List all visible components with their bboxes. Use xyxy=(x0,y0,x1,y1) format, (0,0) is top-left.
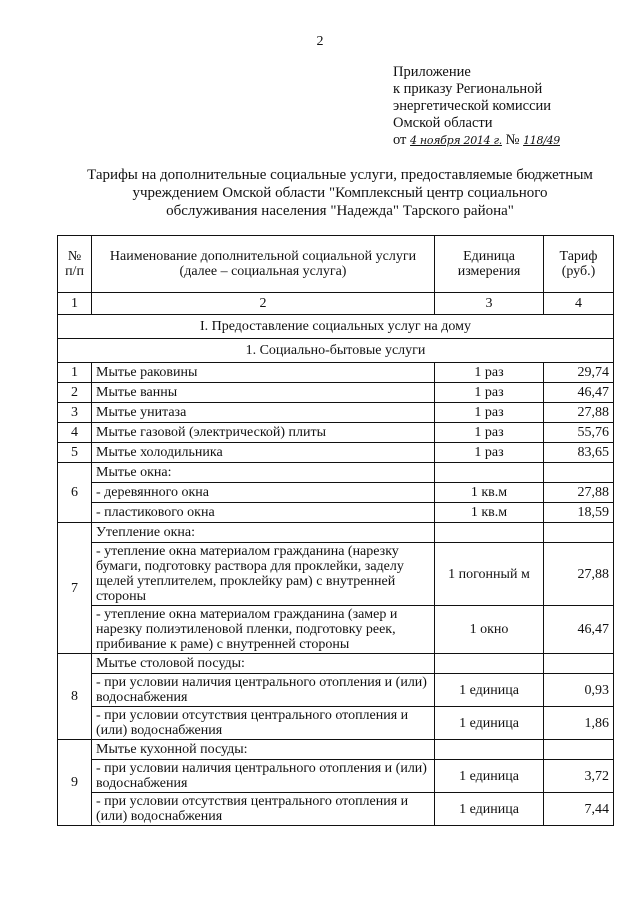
table-row xyxy=(58,523,614,543)
title-line: обслуживания населения "Надежда" Тарского района" xyxy=(166,203,514,219)
row-unit: 1 кв.м xyxy=(435,483,544,503)
subsection-row xyxy=(58,339,614,363)
table-row xyxy=(58,760,614,793)
row-num: 6 xyxy=(58,463,92,523)
row-num: 2 xyxy=(58,383,92,403)
table-row xyxy=(58,463,614,483)
title-line: Тарифы на дополнительные социальные услуги, предоставляемые бюджетным xyxy=(87,167,593,183)
row-unit: 1 окно xyxy=(435,606,544,654)
row-tariff: 27,88 xyxy=(544,543,614,606)
table-row xyxy=(58,503,614,523)
empty-cell xyxy=(544,654,614,674)
appendix-line: к приказу Региональной xyxy=(393,81,543,97)
row-unit: 1 раз xyxy=(435,383,544,403)
row-name: Мытье унитаза xyxy=(92,403,435,423)
row-unit: 1 раз xyxy=(435,423,544,443)
row-tariff: 27,88 xyxy=(544,483,614,503)
row-tariff: 3,72 xyxy=(544,760,614,793)
row-name: - при условии отсутствия центрального отопления и (или) водоснабжения xyxy=(92,793,435,826)
row-name: - при условии наличия центрального отопления и (или) водоснабжения xyxy=(92,760,435,793)
group-title: Мытье кухонной посуды: xyxy=(92,740,435,760)
table-row xyxy=(58,707,614,740)
header-num: № п/п xyxy=(58,236,92,293)
row-unit: 1 единица xyxy=(435,707,544,740)
row-tariff: 18,59 xyxy=(544,503,614,523)
appendix-date: 4 ноября 2014 г. xyxy=(410,134,502,147)
document-title xyxy=(60,166,620,220)
row-num: 1 xyxy=(58,363,92,383)
appendix-line: энергетической комиссии xyxy=(393,98,552,114)
column-number: 3 xyxy=(435,293,544,315)
group-title: Мытье окна: xyxy=(92,463,435,483)
table-row xyxy=(58,423,614,443)
header-name: Наименование дополнительной социальной услуги (далее – социальная услуга) xyxy=(92,236,435,293)
row-name: - пластикового окна xyxy=(92,503,435,523)
subsection-title: 1. Социально-бытовые услуги xyxy=(58,339,614,363)
appendix-number-label: № xyxy=(505,132,520,148)
appendix-block xyxy=(393,64,560,149)
row-name: - утепление окна материалом гражданина (нарезку бумаги, подготовку раствора для проклейки, заделу щелей утеплителем, проклейку рам) с внутренней стороны xyxy=(92,543,435,606)
empty-cell xyxy=(435,463,544,483)
row-name: - при условии наличия центрального отопления и (или) водоснабжения xyxy=(92,674,435,707)
row-num: 9 xyxy=(58,740,92,826)
header-unit: Единица измерения xyxy=(435,236,544,293)
row-name: - при условии отсутствия центрального отопления и (или) водоснабжения xyxy=(92,707,435,740)
tariffs-table xyxy=(57,235,614,826)
row-num: 8 xyxy=(58,654,92,740)
row-tariff: 46,47 xyxy=(544,606,614,654)
header-tariff: Тариф (руб.) xyxy=(544,236,614,293)
table-row xyxy=(58,543,614,606)
row-name: Мытье холодильника xyxy=(92,443,435,463)
page-number: 2 xyxy=(316,34,324,49)
row-name: Мытье газовой (электрической) плиты xyxy=(92,423,435,443)
group-title: Утепление окна: xyxy=(92,523,435,543)
row-tariff: 83,65 xyxy=(544,443,614,463)
row-unit: 1 погонный м xyxy=(435,543,544,606)
group-title: Мытье столовой посуды: xyxy=(92,654,435,674)
row-unit: 1 единица xyxy=(435,793,544,826)
row-unit: 1 кв.м xyxy=(435,503,544,523)
empty-cell xyxy=(544,463,614,483)
row-name: - деревянного окна xyxy=(92,483,435,503)
table-row xyxy=(58,443,614,463)
row-num: 3 xyxy=(58,403,92,423)
row-unit: 1 раз xyxy=(435,443,544,463)
empty-cell xyxy=(544,523,614,543)
row-tariff: 46,47 xyxy=(544,383,614,403)
row-name: Мытье ванны xyxy=(92,383,435,403)
row-tariff: 55,76 xyxy=(544,423,614,443)
title-line: учреждением Омской области "Комплексный центр социального xyxy=(132,185,548,201)
table-row xyxy=(58,674,614,707)
table-row xyxy=(58,383,614,403)
section-row xyxy=(58,315,614,339)
row-unit: 1 раз xyxy=(435,363,544,383)
table-row xyxy=(58,403,614,423)
row-unit: 1 раз xyxy=(435,403,544,423)
column-number: 4 xyxy=(544,293,614,315)
row-name: - утепление окна материалом гражданина (замер и нарезку полиэтиленовой пленки, подготовку реек, прибивание к раме) с внутренней стороны xyxy=(92,606,435,654)
table-row xyxy=(58,363,614,383)
row-tariff: 29,74 xyxy=(544,363,614,383)
row-unit: 1 единица xyxy=(435,760,544,793)
row-num: 7 xyxy=(58,523,92,654)
appendix-date-line xyxy=(393,132,560,149)
column-numbers-row xyxy=(58,293,614,315)
empty-cell xyxy=(435,654,544,674)
row-name: Мытье раковины xyxy=(92,363,435,383)
section-title: I. Предоставление социальных услуг на дому xyxy=(58,315,614,339)
appendix-number: 118/49 xyxy=(523,134,560,147)
row-num: 5 xyxy=(58,443,92,463)
row-unit: 1 единица xyxy=(435,674,544,707)
appendix-from-label: от xyxy=(393,132,407,148)
table-header-row xyxy=(58,236,614,293)
table-row xyxy=(58,740,614,760)
table-row xyxy=(58,793,614,826)
column-number: 1 xyxy=(58,293,92,315)
table-row xyxy=(58,654,614,674)
table-row xyxy=(58,606,614,654)
row-tariff: 7,44 xyxy=(544,793,614,826)
empty-cell xyxy=(435,740,544,760)
column-number: 2 xyxy=(92,293,435,315)
empty-cell xyxy=(435,523,544,543)
row-tariff: 0,93 xyxy=(544,674,614,707)
appendix-line: Омской области xyxy=(393,115,493,131)
appendix-line: Приложение xyxy=(393,64,471,80)
table-row xyxy=(58,483,614,503)
row-num: 4 xyxy=(58,423,92,443)
row-tariff: 1,86 xyxy=(544,707,614,740)
empty-cell xyxy=(544,740,614,760)
row-tariff: 27,88 xyxy=(544,403,614,423)
